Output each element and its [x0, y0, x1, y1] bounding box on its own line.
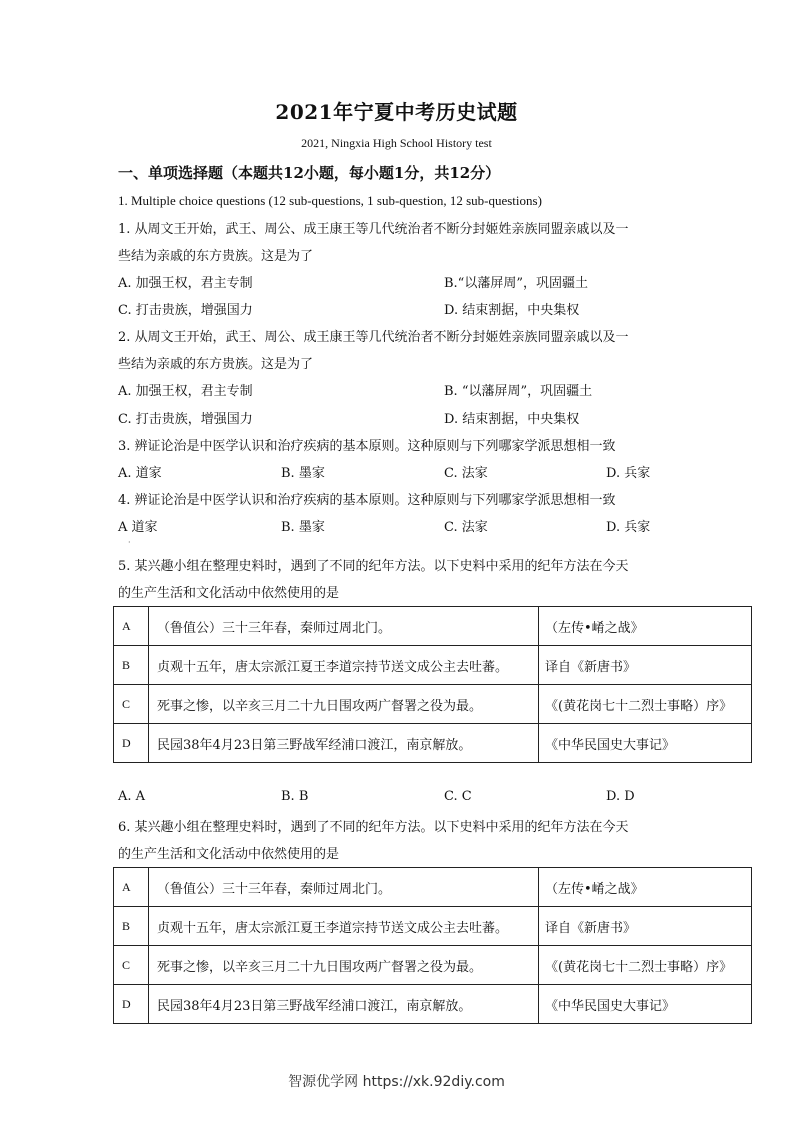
row-source: 《(黄花岗七十二烈士事略）序》 — [539, 685, 752, 724]
q5-source-table — [113, 606, 752, 763]
q3-option-b: B. 墨家 — [281, 466, 325, 481]
q3-option-c: C. 法家 — [444, 466, 488, 481]
q5-stem-line1: 5. 某兴趣小组在整理史料时，遇到了不同的纪年方法。以下史料中采用的纪年方法在今天 — [118, 559, 629, 574]
q2-option-c: C. 打击贵族，增强国力 — [118, 412, 253, 427]
table-row — [114, 868, 752, 907]
q6-source-table — [113, 867, 752, 1024]
q1-option-d: D. 结束割据，中央集权 — [444, 303, 580, 318]
row-text: 贞观十五年，唐太宗派江夏王李道宗持节送文成公主去吐蕃。 — [149, 646, 539, 685]
q5-option-b: B. B — [281, 789, 309, 804]
row-key: A — [114, 868, 149, 907]
row-source: 《(黄花岗七十二烈士事略）序》 — [539, 946, 752, 985]
q2-stem-line1: 2. 从周文王开始，武王、周公、成王康王等几代统治者不断分封姬姓亲族同盟亲戚以及一 — [118, 330, 629, 345]
q6-stem-line2: 的生产生活和文化活动中依然使用的是 — [118, 847, 340, 862]
q4-option-a: A 道家 — [118, 520, 158, 535]
page-subtitle: 2021, Ningxia High School History test — [301, 136, 492, 150]
q5-option-d: D. D — [606, 789, 635, 804]
table-row — [114, 685, 752, 724]
q5-option-a: A. A — [118, 789, 146, 804]
row-text: （鲁值公）三十三年春，秦师过周北门。 — [149, 607, 539, 646]
q1-stem-line2: 些结为亲戚的东方贵族。这是为了 — [118, 249, 314, 264]
row-key: C — [114, 946, 149, 985]
page-title: 2021年宁夏中考历史试题 — [275, 100, 518, 124]
q3-option-d: D. 兵家 — [606, 466, 651, 481]
q3-option-a: A. 道家 — [118, 466, 162, 481]
row-source: 《中华民国史大事记》 — [539, 985, 752, 1024]
row-key: B — [114, 907, 149, 946]
q2-option-b: B. “以藩屏周”，巩固疆土 — [444, 384, 593, 399]
footer-watermark: 智源优学网 https://xk.92diy.com — [288, 1074, 505, 1090]
q4-option-b: B. 墨家 — [281, 520, 325, 535]
q1-stem-line1: 1. 从周文王开始，武王、周公、成王康王等几代统治者不断分封姬姓亲族同盟亲戚以及一 — [118, 222, 629, 237]
row-text: 民园38年4月23日第三野战军经浦口渡江，南京解放。 — [149, 724, 539, 763]
q2-option-d: D. 结束割据，中央集权 — [444, 412, 580, 427]
row-text: 民园38年4月23日第三野战军经浦口渡江，南京解放。 — [149, 985, 539, 1024]
q6-stem-line1: 6. 某兴趣小组在整理史料时，遇到了不同的纪年方法。以下史料中采用的纪年方法在今天 — [118, 820, 629, 835]
row-key: C — [114, 685, 149, 724]
table-row — [114, 907, 752, 946]
q2-stem-line2: 些结为亲戚的东方贵族。这是为了 — [118, 357, 314, 372]
row-source: 译自《新唐书》 — [539, 646, 752, 685]
table-row — [114, 985, 752, 1024]
row-text: 贞观十五年，唐太宗派江夏王李道宗持节送文成公主去吐蕃。 — [149, 907, 539, 946]
row-source: 《中华民国史大事记》 — [539, 724, 752, 763]
row-source: （左传•崤之战》 — [539, 868, 752, 907]
q5-option-c: C. C — [444, 789, 472, 804]
row-text: 死事之惨，以辛亥三月二十九日围攻两广督署之役为最。 — [149, 946, 539, 985]
q4-stem: 4. 辨证论治是中医学认识和治疗疾病的基本原则。这种原则与下列哪家学派思想相一致 — [118, 493, 616, 508]
q4-option-c: C. 法家 — [444, 520, 488, 535]
row-source: （左传•崤之战》 — [539, 607, 752, 646]
row-source: 译自《新唐书》 — [539, 907, 752, 946]
q1-option-b: B.“以藩屏周”，巩固疆土 — [444, 276, 588, 291]
row-key: D — [114, 724, 149, 763]
section-heading: 一、单项选择题（本题共12小题，每小题1分，共12分） — [118, 164, 501, 182]
row-text: 死事之惨，以辛亥三月二十九日围攻两广督署之役为最。 — [149, 685, 539, 724]
table-row — [114, 607, 752, 646]
row-key: A — [114, 607, 149, 646]
q3-stem: 3. 辨证论治是中医学认识和治疗疾病的基本原则。这种原则与下列哪家学派思想相一致 — [118, 439, 616, 454]
q1-option-a: A. 加强王权，君主专制 — [118, 276, 253, 291]
q2-option-a: A. 加强王权，君主专制 — [118, 384, 253, 399]
row-text: （鲁值公）三十三年春，秦师过周北门。 — [149, 868, 539, 907]
table-row — [114, 946, 752, 985]
q4-option-d: D. 兵家 — [606, 520, 651, 535]
table-row — [114, 724, 752, 763]
table-row — [114, 646, 752, 685]
section-english: 1. Multiple choice questions (12 sub-questions, 1 sub-question, 12 sub-questions) — [118, 193, 542, 208]
q5-stem-line2: 的生产生活和文化活动中依然使用的是 — [118, 586, 340, 601]
row-key: B — [114, 646, 149, 685]
q1-option-c: C. 打击贵族，增强国力 — [118, 303, 253, 318]
row-key: D — [114, 985, 149, 1024]
stray-dot: · — [128, 538, 131, 547]
